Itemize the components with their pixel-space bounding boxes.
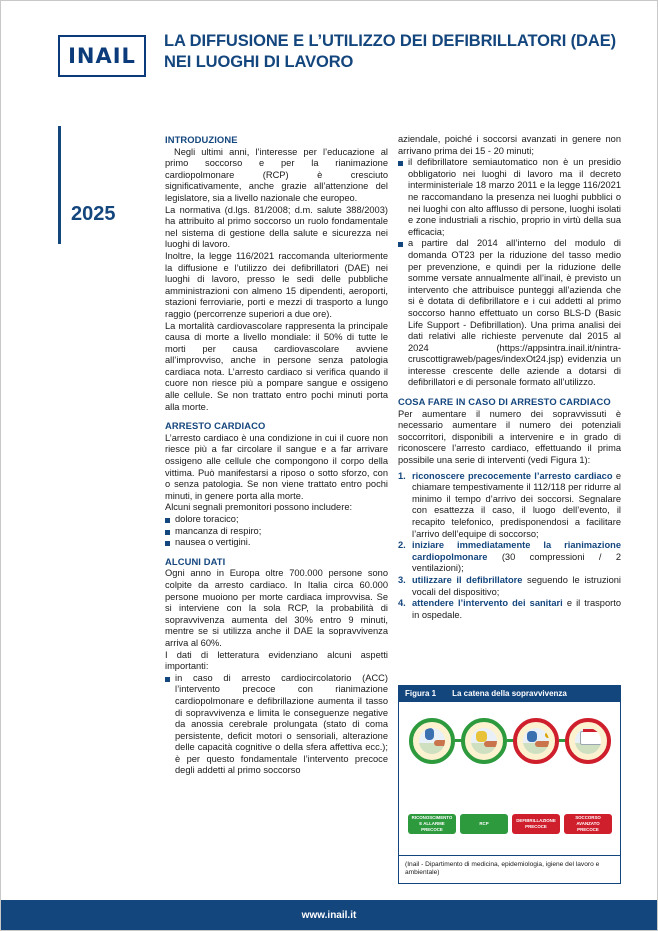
chain-step-label-1: RICONOSCIMENTO E ALLARME PRECOCE — [408, 814, 456, 834]
aed-device-icon — [545, 732, 549, 738]
page-title: LA DIFFUSIONE E L’UTILIZZO DEI DEFIBRILLATORI (DAE) NEI LUOGHI DI LAVORO — [164, 32, 616, 71]
list-item — [398, 575, 621, 598]
chain-ring-2-icon — [461, 718, 507, 764]
figure-label: Figura 1 — [405, 689, 437, 698]
figure-victim — [434, 740, 445, 746]
intro-paragraph-1: Negli ultimi anni, l’interesse per l’educazione al primo soccorso e per la rianimazione cardiopolmonare (RCP) è cresciuto significativamente, anche grazie all’attenzione del legislatore, sia a livello nazionale che europeo. — [165, 146, 388, 203]
list-item: in caso di arresto cardiocircolatorio (ACC) l’intervento precoce con rianimazione cardiopolmonare e defibrillazione aumenta il tasso di sopravvivenza e limita le conseguenze negative da anossia cerebrale prolungata (stato di coma persistente, deficit motori o sensoriali, alterazione delle capacità cognitive o della sfera affettiva ecc.); è per questo fondamentale l’intervento precoce degli addetti al primo soccorso — [165, 673, 388, 777]
list-item: nausea o vertigini. — [165, 537, 388, 549]
document-footer — [1, 900, 657, 930]
document-header — [58, 31, 618, 123]
figure-victim — [484, 741, 497, 747]
figure-header — [399, 686, 620, 702]
chain-ring-4-icon — [565, 718, 611, 764]
section-title-alcuni-dati: ALCUNI DATI — [165, 555, 226, 567]
step-bold-2: iniziare immediatamente la rianimazione cardiopolmonare — [412, 540, 621, 562]
step-rest-1: e chiamare tempestivamente il 112/118 per ridurre al minimo il tempo d’arrivo dei soccorsi. Segnalare con esattezza il caso, il luogo dell’evento, il recapito telefonico, predisponendosi a facilitare l’arrivo dell’equipe di soccorso; — [412, 470, 621, 539]
chain-step-labels — [405, 814, 614, 840]
list-item: dolore toracico; — [165, 514, 388, 526]
cosa-fare-steps — [398, 471, 621, 622]
intro-paragraph-3: Inoltre, la legge 116/2021 raccomanda ulteriormente la diffusione e l’utilizzo dei defibrillatori (DAE) nei luoghi di lavoro, presso le sedi delle pubbliche amministrazioni con almeno 15 dipendenti, aeroporti, stazioni ferroviarie, porti e mezzi di trasporto a lungo raggio (percorrenze superiori a due ore). — [165, 250, 388, 319]
ambulance-icon — [580, 731, 601, 745]
continued-paragraph: aziendale, poiché i soccorsi avanzati in genere non arrivano prima dei 15 - 20 minuti; — [398, 134, 621, 156]
section-title-cosa-fare: COSA FARE IN CASO DI ARRESTO CARDIACO — [398, 396, 611, 408]
figure-caption: (Inail - Dipartimento di medicina, epidemiologia, igiene del lavoro e ambientale) — [399, 855, 620, 883]
right-bullet-list — [398, 157, 621, 389]
dati-paragraph-2: I dati di letteratura evidenziano alcuni aspetti importanti: — [165, 649, 388, 672]
chain-step-label-4: SOCCORSO AVANZATO PRECOCE — [564, 814, 612, 834]
intro-paragraph-4: La mortalità cardiovascolare rappresenta la principale causa di morte a livello mondiale: il 50% di tutte le morti per causa cardiovascolare avviene all’improvviso, anche in persone senza patologia cardiaca nota. L’arresto cardiaco si verifica quando il cuore non riesce più a pompare sangue e ossigeno alle cellule. Se non trattato entro pochi minuti porta alla morte. — [165, 320, 388, 412]
scene-4 — [575, 728, 601, 754]
section-title-arresto-cardiaco: ARRESTO CARDIACO — [165, 420, 266, 432]
figure-victim — [535, 741, 549, 747]
ambulance-light — [583, 729, 601, 732]
chain-step-label-3: DEFIBRILLAZIONE PRECOCE — [512, 814, 560, 834]
section-title-introduzione: INTRODUZIONE — [165, 134, 238, 145]
arresto-bullet-list — [165, 514, 388, 549]
step-rest-4: e il trasporto in ospedale. — [412, 598, 621, 620]
list-item: il defibrillatore semiautomatico non è un presidio obbligatorio nei luoghi di lavoro ma il decreto interministeriale 18 marzo 2011 e la legge 116/2021 ne raccomandano la presenza nei luoghi pubblici o nei luoghi con alto afflusso di persone, luoghi isolati e zone industriali a rischio, proprio in virtù della sua efficacia; — [398, 157, 621, 238]
list-item: mancanza di respiro; — [165, 526, 388, 538]
dati-paragraph-1: Ogni anno in Europa oltre 700.000 persone sono colpite da arresto cardiaco. In Italia circa 60.000 persone muoiono per morte cardiaca improvvisa. Se si interviene con la sola RCP, la probabilità di sopravvivenza aumenta del 30% entro 9 minuti, mentre se si utilizza anche il DAE la sopravvivenza arriva al 60%. — [165, 568, 388, 648]
right-column — [398, 134, 621, 621]
left-column — [165, 134, 388, 777]
footer-website[interactable]: www.inail.it — [301, 909, 357, 921]
chain-step-label-2: RCP — [460, 814, 508, 834]
year-label: 2025 — [71, 203, 116, 225]
dati-bullet-list — [165, 673, 388, 777]
step-bold-3: utilizzare il defibrillatore — [412, 574, 523, 585]
step-rest-2: (30 compressioni / 2 ventilazioni); — [412, 551, 621, 574]
list-item — [398, 540, 621, 575]
inail-logo — [58, 35, 146, 77]
list-item — [398, 471, 621, 541]
chain-ring-1-icon — [409, 718, 455, 764]
list-item: a partire dal 2014 all’interno del modulo di domanda OT23 per la riduzione del tasso medio per prevenzione, e quindi per la riduzione delle somme versate annualmente all’inail, è previsto un intervento che attribuisce punteggi all’azienda che si è dotata di defibrillatore e i cui addetti al primo soccorso hanno effettuato un corso BLS-D (Basic Life Support - Defibrillation). Una prima analisi dei dati relativi alle richieste pervenute dal 2015 al 2024 (https://appsintra.inail.it/nintra-cruscottigraweb/pages/indexOt24.jsp) evidenzia un interesse crescente delle aziende a dotarsi di defibrillatori e di personale formato all’utilizzo. — [398, 238, 621, 389]
cosa-fare-paragraph-1: Per aumentare il numero dei sopravvissuti è necessario aumentare il numero dei potenziali soccorritori, disponibili a intervenire e in grado di riconoscere l’arresto cardiaco, effettuando il prima possibile una serie di interventi (vedi Figura 1): — [398, 408, 621, 466]
figure-body — [399, 702, 620, 854]
chain-of-survival-graphic — [405, 710, 614, 806]
arresto-paragraph-2: Alcuni segnali premonitori possono includere: — [165, 502, 353, 513]
step-bold-1: riconoscere precocemente l’arresto cardiaco — [412, 470, 613, 481]
arresto-paragraph-1: L’arresto cardiaco è una condizione in cui il cuore non riesce più a far circolare il sangue e a far arrivare ossigeno alle cellule che compongono il corpo della vittima. Può manifestarsi a riposo o sotto sforzo, con o senza patologia. Se non viene trattato entro pochi minuti, in genere porta alla morte. — [165, 432, 388, 501]
figure-title: La catena della sopravvivenza — [452, 689, 567, 698]
list-item — [398, 598, 621, 621]
figure-1 — [398, 685, 621, 884]
step-bold-4: attendere l’intervento dei sanitari — [412, 598, 563, 609]
year-box — [58, 126, 142, 244]
chain-ring-3-icon — [513, 718, 559, 764]
intro-paragraph-2: La normativa (d.lgs. 81/2008; d.m. salute 388/2003) ha attribuito al primo soccorso un ruolo fondamentale nel sistema di gestione della salute e sicurezza nei luoghi di lavoro. — [165, 204, 388, 250]
scene-2 — [471, 728, 497, 754]
figure-person — [425, 728, 434, 740]
scene-1 — [419, 728, 445, 754]
step-rest-3: seguendo le istruzioni vocali del dispositivo; — [412, 574, 622, 597]
scene-3 — [523, 728, 549, 754]
figure-rescuer — [527, 731, 537, 742]
logo-text: INAIL — [68, 44, 136, 68]
